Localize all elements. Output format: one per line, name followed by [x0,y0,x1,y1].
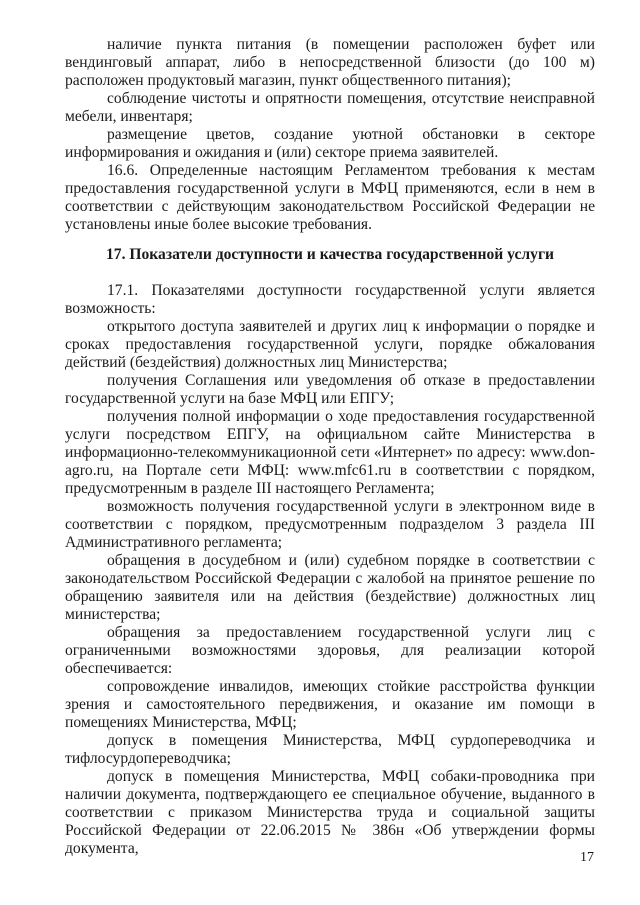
paragraph-appeal: обращения в досудебном и (или) судебном порядке в соответствии с законодательством Российской Федерации с жалобой на принятое решение по обращению заявителя или на действия (бездействие) должностных лиц министерства; [65,552,595,623]
paragraph-interpreter: допуск в помещения Министерства, МФЦ сурдопереводчика и тифлосурдопереводчика; [65,732,595,767]
paragraph-17-1: 17.1. Показателями доступности государственной услуги является возможность: [65,282,595,317]
paragraph-flowers: размещение цветов, создание уютной обстановки в секторе информирования и ожидания и (или) секторе приема заявителей. [65,126,595,161]
paragraph-cleanliness: соблюдение чистоты и опрятности помещения, отсутствие неисправной мебели, инвентаря; [65,90,595,125]
paragraph-disabilities: обращения за предоставлением государственной услуги лиц с ограниченными возможностями здоровья, для реализации которой обеспечивается: [65,624,595,677]
page-number: 17 [580,850,594,865]
paragraph-agreement: получения Соглашения или уведомления об отказе в предоставлении государственной услуги на базе МФЦ или ЕПГУ; [65,372,595,407]
paragraph-16-6: 16.6. Определенные настоящим Регламентом требования к местам предоставления государственной услуги в МФЦ применяются, если в нем в соответствии с действующим законодательством Российской Федерации не установлены иные более высокие требования. [65,162,595,233]
paragraph-food-point: наличие пункта питания (в помещении расположен буфет или вендинговый аппарат, либо в непосредственной близости (до 100 м) расположен продуктовый магазин, пункт общественного питания); [65,36,595,89]
paragraph-full-info: получения полной информации о ходе предоставления государственной услуги посредством ЕПГУ, на официальном сайте Министерства в информационно-телекоммуникационной сети «Интернет» по адресу: www.don-agro.ru, на Портале сети МФЦ: www.mfc61.ru в соответствии с порядком, предусмотренным в разделе III настоящего Регламента; [65,408,595,497]
paragraph-escort: сопровождение инвалидов, имеющих стойкие расстройства функции зрения и самостоятельного передвижения, и оказание им помощи в помещениях Министерства, МФЦ; [65,678,595,731]
paragraph-guide-dog: допуск в помещения Министерства, МФЦ собаки-проводника при наличии документа, подтверждающего ее специальное обучение, выданного в соответствии с приказом Министерства труда и социальной защиты Российской Федерации от 22.06.2015 № 386н «Об утверждении формы документа, [65,768,595,857]
section-heading: 17. Показатели доступности и качества государственной услуги [105,246,555,263]
paragraph-electronic: возможность получения государственной услуги в электронном виде в соответствии с порядком, предусмотренным подразделом 3 раздела III Административного регламента; [65,498,595,551]
paragraph-open-access: открытого доступа заявителей и других лиц к информации о порядке и сроках предоставления государственной услуги, порядке обжалования действий (бездействия) должностных лиц Министерства; [65,318,595,371]
